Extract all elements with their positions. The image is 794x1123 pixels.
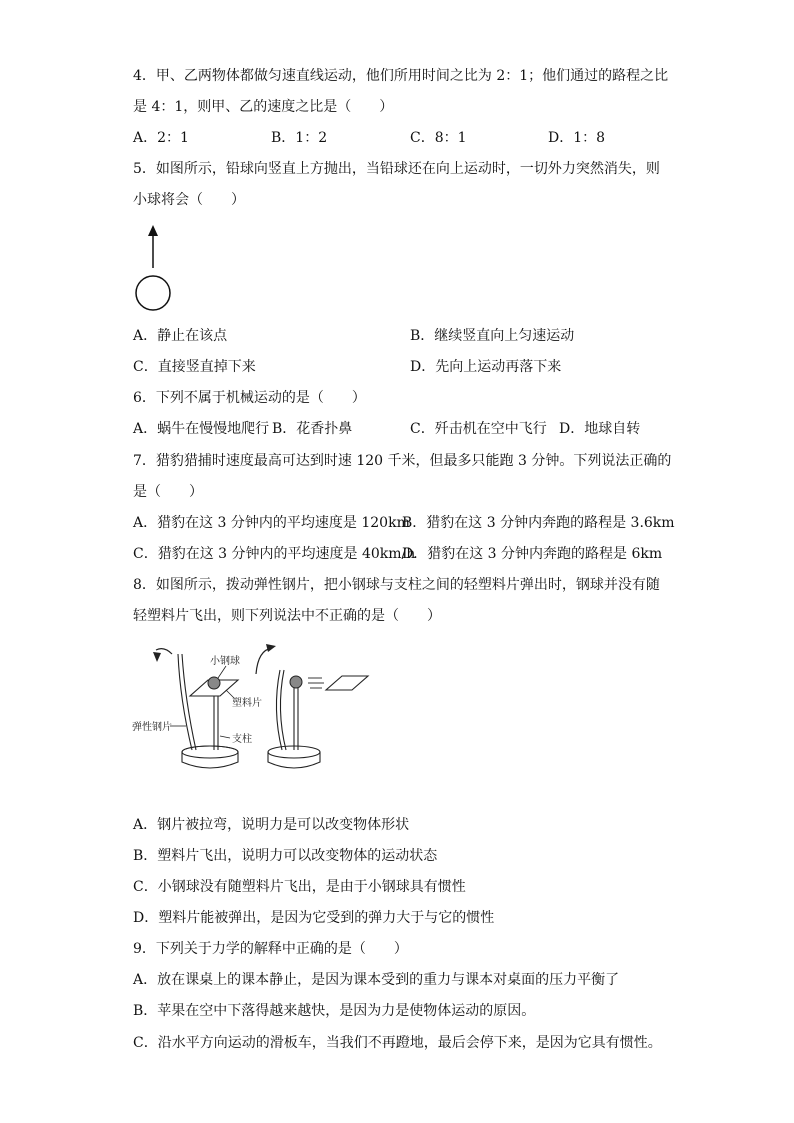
q4-option-b: B．1：2	[271, 130, 328, 146]
q7-option-d: D．猎豹在这 3 分钟内奔跑的路程是 6km	[402, 546, 663, 562]
q5-stem-line2: 小球将会（ ）	[133, 192, 245, 208]
upward-arrow-head	[148, 225, 158, 236]
left-steel-strip	[178, 654, 192, 750]
right-steel-strip	[276, 670, 282, 750]
q7-option-a: A．猎豹在这 3 分钟内的平均速度是 120km	[133, 515, 410, 531]
label-plastic-leader	[226, 690, 234, 698]
q8-option-b: B．塑料片飞出，说明力可以改变物体的运动状态	[133, 848, 438, 864]
left-base-body	[182, 752, 238, 768]
q4-stem-line2: 是 4：1，则甲、乙的速度之比是（ ）	[133, 99, 394, 115]
left-steel-ball	[208, 677, 220, 689]
q5-option-c: C．直接竖直掉下来	[133, 359, 256, 375]
q6-option-b: B．花香扑鼻	[272, 421, 353, 437]
q9-option-c: C．沿水平方向运动的滑板车，当我们不再蹬地，最后会停下来，是因为它具有惯性。	[133, 1035, 662, 1051]
label-steel: 弹性钢片	[132, 722, 172, 733]
q6-option-a: A．蜗牛在慢慢地爬行	[133, 421, 270, 437]
q5-stem-line1: 5．如图所示，铅球向竖直上方抛出，当铅球还在向上运动时，一切外力突然消失，则	[133, 161, 660, 177]
q4-option-a: A．2：1	[133, 130, 189, 146]
q8-figure	[130, 640, 370, 770]
q6-option-c: C．歼击机在空中飞行	[410, 421, 547, 437]
q8-option-c: C．小钢球没有随塑料片飞出，是由于小钢球具有惯性	[133, 879, 466, 895]
q5-option-b: B．继续竖直向上匀速运动	[410, 328, 575, 344]
q8-stem-line2: 轻塑料片飞出，则下列说法中不正确的是（ ）	[133, 608, 441, 624]
q5-option-d: D．先向上运动再落下来	[410, 359, 562, 375]
q5-option-a: A．静止在该点	[133, 328, 228, 344]
q7-stem-line2: 是（ ）	[133, 484, 203, 500]
release-arrow-right-head	[266, 644, 276, 652]
q6-option-d: D．地球自转	[559, 421, 641, 437]
right-steel-ball	[290, 676, 302, 688]
release-arrow-right	[256, 648, 272, 674]
label-plastic: 塑料片	[232, 698, 262, 709]
q7-option-c: C．猎豹在这 3 分钟内的平均速度是 40km/h	[133, 546, 416, 562]
q9-option-a: A．放在课桌上的课本静止，是因为课本受到的重力与课本对桌面的压力平衡了	[133, 972, 620, 988]
q4-option-d: D．1：8	[548, 130, 606, 146]
q8-option-d: D．塑料片能被弹出，是因为它受到的弹力大于与它的惯性	[133, 910, 495, 926]
q8-option-a: A．钢片被拉弯，说明力是可以改变物体形状	[133, 817, 410, 833]
q6-stem-line1: 6．下列不属于机械运动的是（ ）	[133, 390, 366, 406]
q7-stem-line1: 7．猎豹猎捕时速度最高可达到时速 120 千米，但最多只能跑 3 分钟。下列说法正确的	[133, 453, 672, 469]
right-steel-strip-b	[280, 670, 286, 750]
q4-stem-line1: 4．甲、乙两物体都做匀速直线运动，他们所用时间之比为 2：1；他们通过的路程之比	[133, 68, 669, 84]
label-ball: 小钢球	[210, 656, 240, 667]
label-ball-leader	[218, 666, 226, 678]
q9-option-b: B．苹果在空中下落得越来越快，是因为力是使物体运动的原因。	[133, 1003, 536, 1019]
label-pillar: 支柱	[232, 734, 252, 745]
q4-option-c: C．8：1	[410, 130, 467, 146]
q9-stem-line1: 9．下列关于力学的解释中正确的是（ ）	[133, 941, 408, 957]
q7-option-b: B．猎豹在这 3 分钟内奔跑的路程是 3.6km	[402, 515, 675, 531]
label-pillar-leader	[220, 736, 230, 738]
q5-figure	[128, 222, 188, 314]
lead-ball	[136, 276, 170, 310]
pull-arrow-left-head	[153, 652, 161, 662]
right-plastic-sheet	[326, 676, 368, 690]
q8-stem-line1: 8．如图所示，拨动弹性钢片，把小钢球与支柱之间的轻塑料片弹出时，钢球并没有随	[133, 577, 660, 593]
